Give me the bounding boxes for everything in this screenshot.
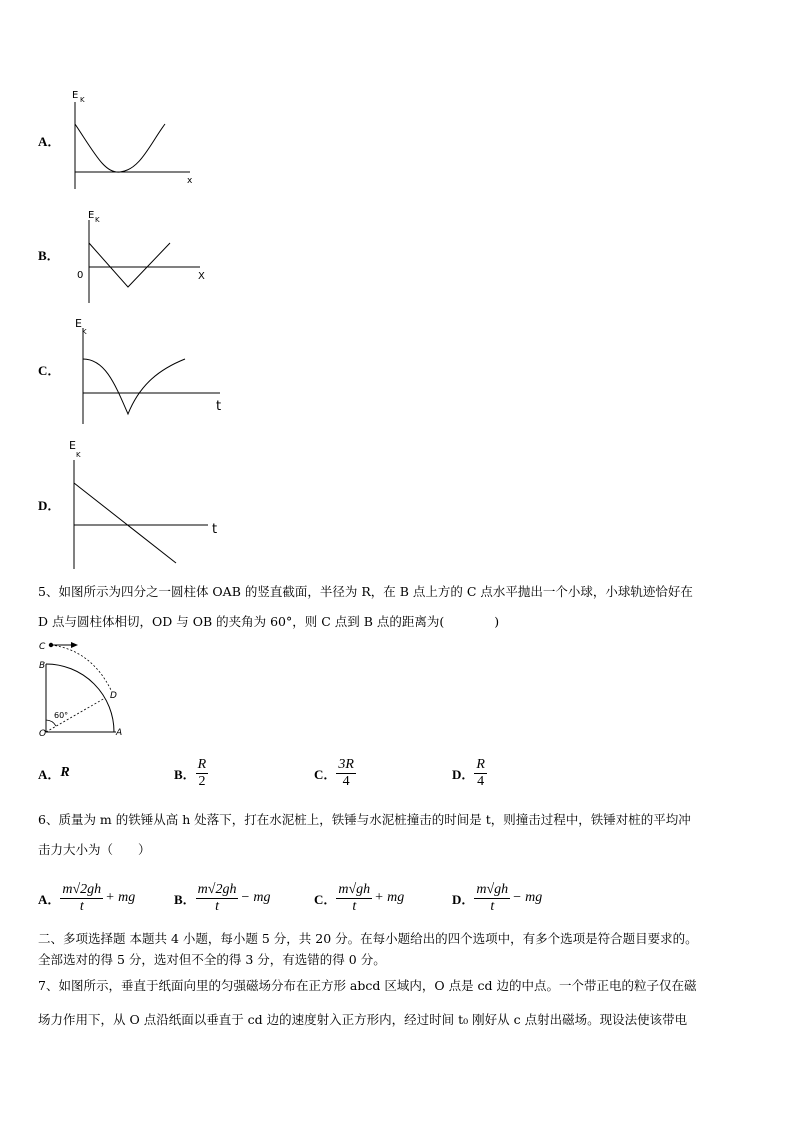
graph-c-ysub: K xyxy=(82,328,87,336)
graph-a-ysub: K xyxy=(80,96,85,104)
q6-option-b-tail: − mg xyxy=(240,890,271,905)
q5-line2: D 点与圆柱体相切，OD 与 OB 的夹角为 60°，则 C 点到 B 点的距离为( ) xyxy=(38,614,500,629)
graph-a-ylabel: E xyxy=(72,90,79,101)
q6-option-a-num: m√2gh xyxy=(62,881,102,897)
graph-c xyxy=(70,314,240,426)
q6-option-d-den: t xyxy=(490,898,495,914)
graph-b-ysub: K xyxy=(95,216,100,224)
q6-option-b-label: B． xyxy=(174,891,196,907)
q5-option-b-den: 2 xyxy=(198,773,206,789)
q6-option-a-den: t xyxy=(79,898,84,914)
q5-fig-d: D xyxy=(110,691,117,701)
option-d-label: D． xyxy=(38,498,61,513)
q6-option-b-den: t xyxy=(215,898,220,914)
q6-option-d-label: D． xyxy=(452,891,475,907)
graph-c-xlabel: t xyxy=(216,399,222,414)
graph-d-ylabel: E xyxy=(69,439,76,452)
option-c-label: C． xyxy=(38,363,61,378)
q5-fig-o: O xyxy=(39,729,47,739)
q5-option-b-num: R xyxy=(197,756,207,772)
q5-option-a[interactable] xyxy=(38,754,70,792)
q7-line2: 场力作用下，从 O 点沿纸面以垂直于 cd 边的速度射入正方形内，经过时间 t₀ 刚好从 c 点射出磁场。现设法使该带电 xyxy=(38,1012,688,1027)
q6-option-d[interactable] xyxy=(452,878,542,918)
q5-option-c[interactable] xyxy=(314,754,356,792)
q6-option-b[interactable] xyxy=(174,878,271,918)
q5-figure xyxy=(36,638,136,740)
q6-option-c-den: t xyxy=(352,898,357,914)
graph-b-ylabel: E xyxy=(88,210,95,221)
graph-d-xlabel: t xyxy=(212,522,218,537)
q6-line1: 6、质量为 m 的铁锤从高 h 处落下，打在水泥桩上，铁锤与水泥桩撞击的时间是 t，则撞击过程中，铁锤对桩的平均冲 xyxy=(38,812,691,827)
q6-option-d-tail: − mg xyxy=(512,890,543,905)
q6-option-d-num: m√gh xyxy=(476,881,509,897)
q5-fig-angle: 60° xyxy=(54,711,69,720)
section2-line2: 全部选对的得 5 分，选对但不全的得 3 分，有选错的得 0 分。 xyxy=(38,952,386,967)
q5-fig-a: A xyxy=(116,728,123,738)
q5-line1: 5、如图所示为四分之一圆柱体 OAB 的竖直截面，半径为 R，在 B 点上方的 C 点水平抛出一个小球，小球轨迹恰好在 xyxy=(38,584,693,599)
q6-option-c-num: m√gh xyxy=(338,881,371,897)
q7-line1: 7、如图所示，垂直于纸面向里的匀强磁场分布在正方形 abcd 区域内，O 点是 cd 边的中点。一个带正电的粒子仅在磁 xyxy=(38,978,697,993)
graph-a-xlabel: x xyxy=(187,176,193,186)
q6-option-c-label: C． xyxy=(314,891,337,907)
q5-option-d-den: 4 xyxy=(477,773,485,789)
q5-fig-c: C xyxy=(39,642,46,652)
graph-d-ysub: K xyxy=(76,451,81,459)
q5-option-b[interactable] xyxy=(174,754,208,792)
q5-option-c-label: C． xyxy=(314,766,337,782)
graph-b xyxy=(72,205,222,310)
q6-option-b-num: m√2gh xyxy=(197,881,237,897)
q6-option-a-label: A． xyxy=(38,891,61,907)
q5-option-b-label: B． xyxy=(174,766,196,782)
q5-option-a-label: A． xyxy=(38,766,61,782)
q5-option-a-expr: R xyxy=(60,765,70,780)
q6-option-a[interactable] xyxy=(38,878,135,918)
graph-b-origin: 0 xyxy=(77,270,84,281)
graph-b-xlabel: X xyxy=(198,271,205,282)
q5-option-c-num: 3R xyxy=(338,756,354,772)
section2-line1: 二、多项选择题 本题共 4 小题，每小题 5 分，共 20 分。在每小题给出的四个选项中，有多个选项是符合题目要求的。 xyxy=(38,931,698,946)
graph-d xyxy=(64,435,234,571)
option-b-label: B． xyxy=(38,248,60,263)
q5-option-d-label: D． xyxy=(452,766,475,782)
option-a-label: A． xyxy=(38,134,61,149)
q6-option-a-tail: + mg xyxy=(105,890,136,905)
q5-fig-b: B xyxy=(39,661,46,671)
q6-option-c[interactable] xyxy=(314,878,404,918)
graph-a xyxy=(60,84,210,194)
q5-option-c-den: 4 xyxy=(342,773,350,789)
q5-option-d[interactable] xyxy=(452,754,487,792)
q5-option-d-num: R xyxy=(476,756,485,772)
q6-option-c-tail: + mg xyxy=(374,890,405,905)
graph-c-ylabel: E xyxy=(75,317,82,330)
q6-line2: 击力大小为（ ） xyxy=(38,842,151,857)
